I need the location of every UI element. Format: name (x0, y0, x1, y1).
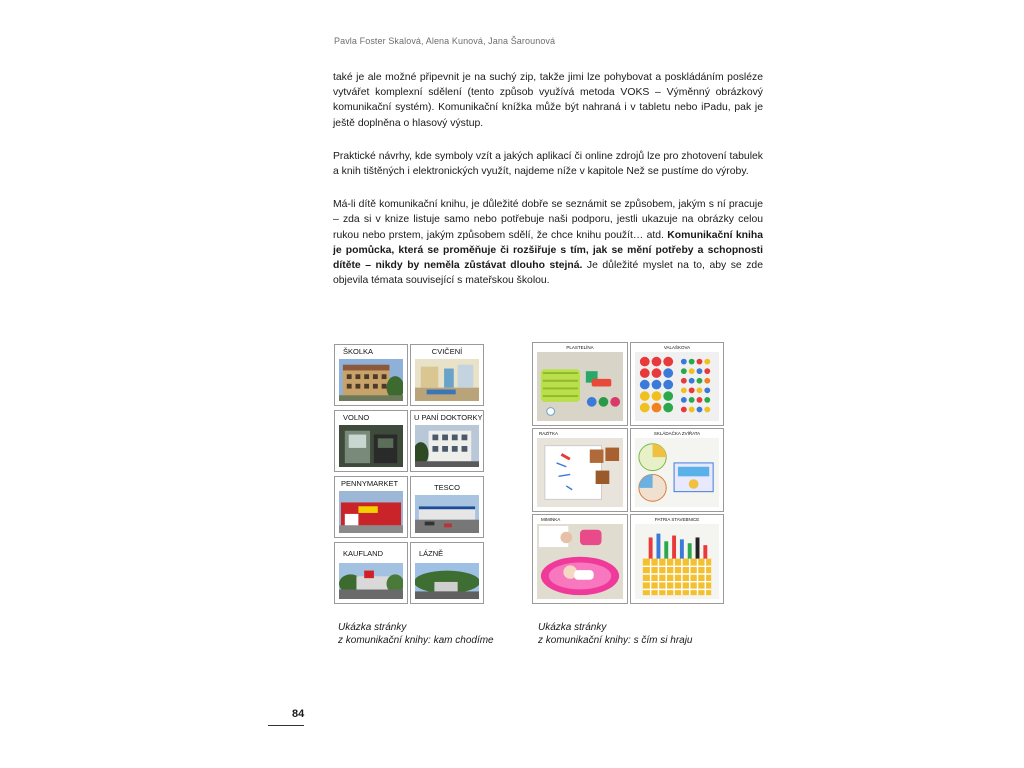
stamps-photo (537, 438, 623, 507)
caption-right-line-1: Ukázka stránky (538, 622, 607, 633)
card-volno (334, 410, 408, 472)
gym-photo (415, 359, 479, 401)
puzzle-photo (635, 438, 719, 507)
card-patria-stavebnice (630, 514, 724, 604)
figure-left (330, 340, 490, 610)
baby-doll-photo (537, 524, 623, 599)
page-number: 84 (292, 708, 305, 720)
paragraph-1: také je ale možné připevnit je na suchý zip, takže jimi lze pohybovat a poskládáním posléze vytvářet komplexní sdělení (tento způsob využívá metoda VOKS – Výměnný obrázkový komunikační systém). Komunikační knížka může být nahraná i v tabletu nebo iPadu, pak je ještě doplněna o hlasový výstup. (333, 72, 763, 129)
card-label: U PANÍ DOKTORKY (414, 413, 483, 422)
caption-left-line-2: z komunikační knihy: kam chodíme (338, 634, 494, 646)
spa-photo (415, 563, 479, 599)
card-pennymarket (334, 476, 408, 538)
paragraph-3-bold: Komunikační kniha je pomůcka, která se proměňuje či rozšiřuje s tím, jak se mění potřeby a schopnosti dítěte – nikdy by neměla zůstávat dlouho stejná. (333, 229, 763, 272)
card-tesco (410, 476, 484, 538)
card-label: PATRIA STAVEBNICE (654, 517, 700, 522)
figure-right (530, 340, 726, 610)
caption-right-line-2: z komunikační knihy: s čím si hraju (538, 634, 693, 646)
card-miminka (532, 514, 628, 604)
card-label: LÁZNĚ (419, 549, 444, 558)
paragraph-3 (333, 197, 763, 288)
caption-left-line-1: Ukázka stránky (338, 622, 407, 633)
card-label: VALAŠKOVA (663, 345, 691, 350)
card-kaufland (334, 542, 408, 604)
running-header: Pavla Foster Skalová, Alena Kunová, Jana Šarounová (334, 36, 556, 46)
page-number-rule (268, 725, 304, 726)
card-skladacka-zvirata (630, 428, 724, 512)
tesco-photo (415, 495, 479, 533)
doctor-photo (415, 425, 479, 467)
card-label: PLASTELÍNA (566, 345, 594, 350)
caption-left (338, 622, 494, 647)
card-label: MIMINKA (541, 517, 561, 522)
card-cviceni (410, 344, 484, 406)
card-label: VOLNO (343, 413, 370, 422)
card-u-pani-doktorky (410, 410, 484, 472)
card-label: ŠKOLKA (343, 347, 374, 356)
card-plastelina (532, 342, 628, 426)
school-photo (339, 359, 403, 401)
card-skolka (334, 344, 408, 406)
card-label: RAZÍTKA (539, 431, 559, 436)
pennymarket-photo (339, 491, 403, 533)
card-razitka (532, 428, 628, 512)
caption-right (538, 622, 693, 647)
paragraph-2: Praktické návrhy, kde symboly vzít a jakých aplikací či online zdrojů lze pro zhotovení tabulek a knih tištěných i elektronických využít, najdeme níže v kapitole Než se pustíme do výroby. (333, 150, 763, 178)
plasticine-photo (537, 352, 623, 421)
construction-set-photo (635, 524, 719, 599)
body-text (333, 70, 763, 306)
paragraph-3-start: Má-li dítě komunikační knihu, je důležité dobře se seznámit se způsobem, jakým s ní pracuje – zda si v knize listuje samo nebo potřebuje naši podporu, jestli ukazuje na obrázky celou rukou nebo prstem, jakým způsobem sdělí, že chce knihu použít… atd. (333, 199, 763, 241)
card-label: KAUFLAND (343, 549, 384, 558)
card-lazne (410, 542, 484, 604)
card-label: TESCO (434, 483, 460, 492)
card-valaskova (630, 342, 724, 426)
kaufland-photo (339, 563, 403, 599)
home-photo (339, 425, 403, 467)
pegboard-photo (635, 352, 719, 421)
paragraph-3-end: Je důležité myslet na to, aby se zde objevila témata související s mateřskou školou. (333, 260, 763, 287)
card-label: CVIČENÍ (431, 347, 463, 356)
card-label: SKLÁDAČKA ZVÍŘATA (653, 431, 701, 436)
card-label: PENNYMARKET (341, 479, 399, 488)
